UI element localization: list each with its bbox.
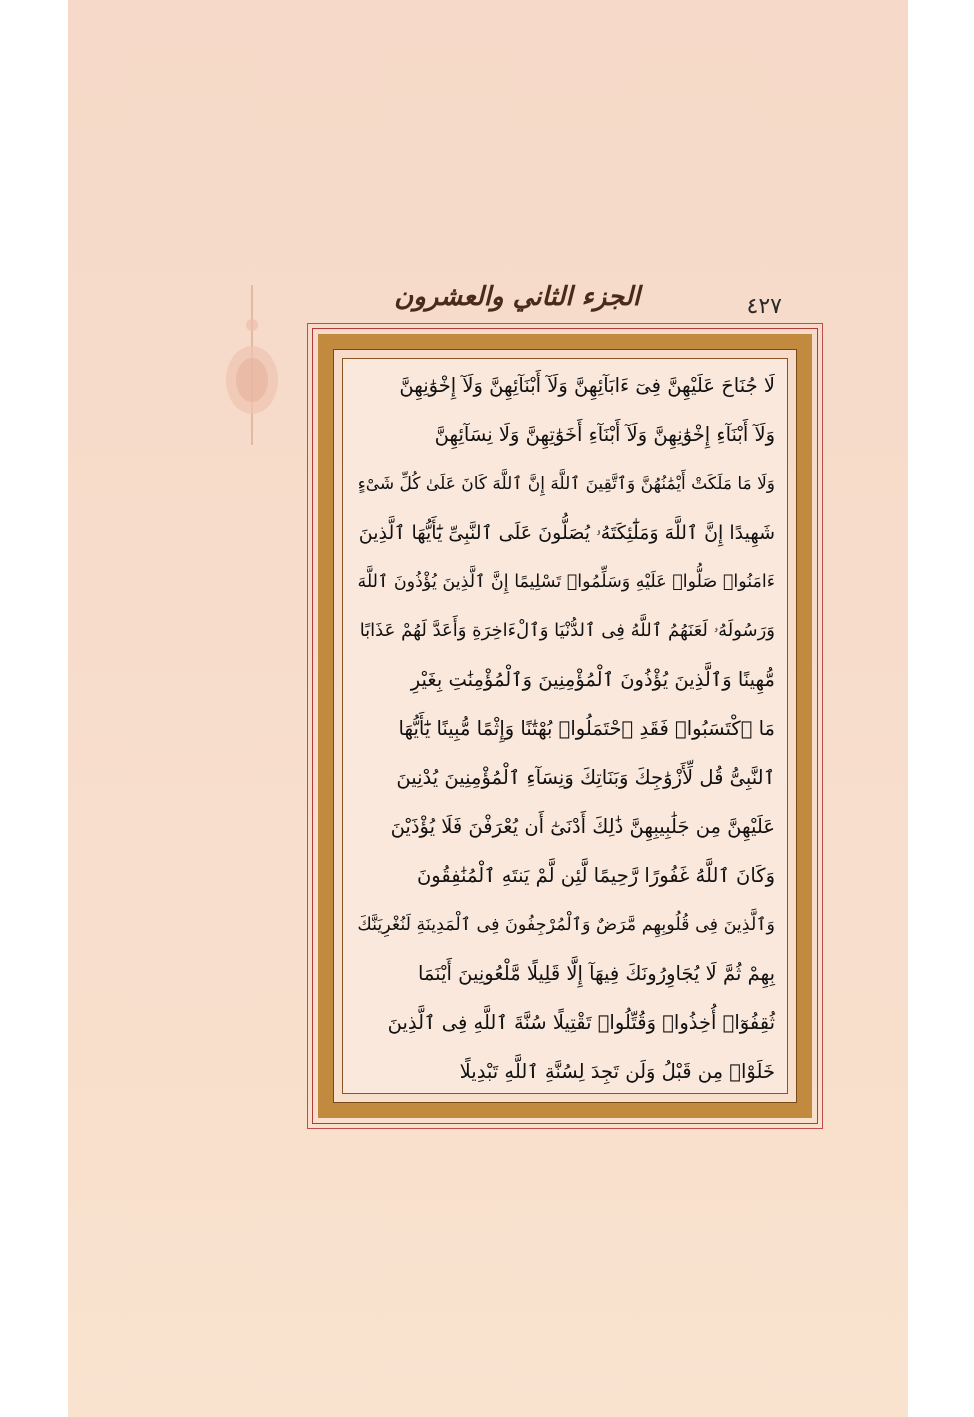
line-text: وَكَانَ ٱللَّهُ غَفُورًا رَّحِيمًا لَّئِن لَّمْ يَنتَهِ ٱلْمُنَٰفِقُونَ: [416, 864, 775, 887]
line-text: ءَامَنُوا۟ صَلُّوا۟ عَلَيْهِ وَسَلِّمُوا۟ تَسْلِيمًا إِنَّ ٱلَّذِينَ يُؤْذُونَ ٱللَّهَ: [357, 571, 775, 592]
text-line: [343, 996, 789, 1049]
text-line: [343, 555, 789, 608]
line-text: وَلَا مَا مَلَكَتْ أَيْمَٰنُهُنَّ وَٱتَّقِينَ ٱللَّهَ إِنَّ ٱللَّهَ كَانَ عَلَىٰ كُلِّ شَىْءٍ: [357, 474, 775, 494]
line-text: ٱلنَّبِىُّ قُل لِّأَزْوَٰجِكَ وَبَنَاتِكَ وَنِسَآءِ ٱلْمُؤْمِنِينَ يُدْنِينَ: [396, 766, 775, 789]
text-line: [343, 408, 789, 461]
text-line: [343, 457, 789, 510]
text-line: [343, 947, 789, 1000]
line-text: وَلَآ أَبْنَآءِ إِخْوَٰنِهِنَّ وَلَآ أَبْنَآءِ أَخَوَٰتِهِنَّ وَلَا نِسَآئِهِنَّ: [434, 423, 775, 446]
line-text: عَلَيْهِنَّ مِن جَلَٰبِيبِهِنَّ ذَٰلِكَ أَدْنَىٰٓ أَن يُعْرَفْنَ فَلَا يُؤْذَيْنَ: [390, 815, 775, 838]
line-text: لَا جُنَاحَ عَلَيْهِنَّ فِىٓ ءَابَآئِهِنَّ وَلَآ أَبْنَآئِهِنَّ وَلَآ إِخْوَٰنِهِنَّ: [399, 374, 775, 397]
text-line: [343, 506, 789, 559]
text-line: [343, 359, 789, 412]
margin-medallion-ornament: [222, 285, 282, 445]
line-text: مُّهِينًا وَٱلَّذِينَ يُؤْذُونَ ٱلْمُؤْمِنِينَ وَٱلْمُؤْمِنَٰتِ بِغَيْرِ: [410, 668, 775, 691]
text-line: [343, 604, 789, 657]
line-text: بِهِمْ ثُمَّ لَا يُجَاوِرُونَكَ فِيهَآ إِلَّا قَلِيلًا مَّلْعُونِينَ أَيْنَمَا: [417, 962, 775, 985]
text-line: [343, 849, 789, 902]
text-panel: [342, 358, 788, 1094]
line-text: وَرَسُولَهُۥ لَعَنَهُمُ ٱللَّهُ فِى ٱلدُّنْيَا وَٱلْءَاخِرَةِ وَأَعَدَّ لَهُمْ عَذَابًا: [359, 620, 775, 641]
text-line: [343, 653, 789, 706]
line-text: مَا ٱكْتَسَبُوا۟ فَقَدِ ٱحْتَمَلُوا۟ بُهْتَٰنًا وَإِثْمًا مُّبِينًا يَٰٓأَيُّهَا: [398, 717, 775, 740]
page-header: [320, 280, 820, 324]
page-number: ٤٢٧: [746, 294, 782, 319]
text-line: [343, 800, 789, 853]
juz-title: الجزء الثاني والعشرون: [394, 282, 640, 312]
line-text: وَٱلَّذِينَ فِى قُلُوبِهِم مَّرَضٌ وَٱلْمُرْجِفُونَ فِى ٱلْمَدِينَةِ لَنُغْرِيَنَّكَ: [357, 914, 775, 935]
line-text: خَلَوْا۟ مِن قَبْلُ وَلَن تَجِدَ لِسُنَّةِ ٱللَّهِ تَبْدِيلًا: [459, 1060, 775, 1083]
text-line: [343, 898, 789, 951]
text-line: [343, 751, 789, 804]
text-line: [343, 1045, 789, 1098]
line-text: ثُقِفُوٓا۟ أُخِذُوا۟ وَقُتِّلُوا۟ تَقْتِيلًا سُنَّةَ ٱللَّهِ فِى ٱلَّذِينَ: [387, 1011, 775, 1034]
text-line: [343, 702, 789, 755]
line-text: شَهِيدًا إِنَّ ٱللَّهَ وَمَلَٰٓئِكَتَهُۥ يُصَلُّونَ عَلَى ٱلنَّبِىِّ يَٰٓأَيُّهَا ٱلَّذِينَ: [358, 521, 775, 544]
